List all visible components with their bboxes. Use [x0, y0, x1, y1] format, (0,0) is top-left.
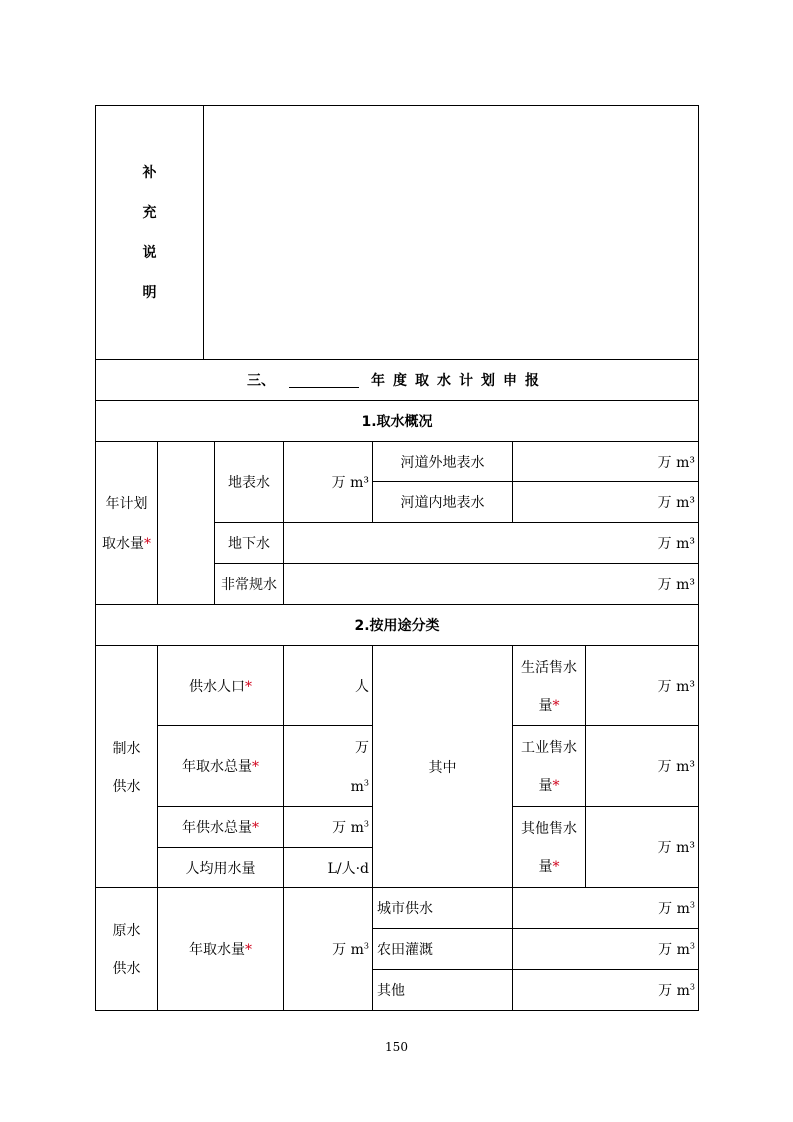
raw-annual-intake-field[interactable]: 万 $m^3$	[283, 887, 373, 1011]
application-form-table	[96, 106, 699, 1011]
industrial-sales-label: 工业售水 量*	[512, 725, 586, 807]
raw-annual-intake-label: 年取水量*	[157, 887, 284, 1011]
raw-other-label: 其他	[372, 969, 513, 1011]
water-supply-label-cell: 制水 供水	[95, 645, 158, 888]
section3-title: 年度取水计划申报	[371, 373, 547, 389]
annual-supply-total-field[interactable]: 万 $m^3$	[283, 806, 373, 848]
unconventional-water-field[interactable]: 万 m³	[283, 563, 699, 605]
surface-water-label: 地表水	[214, 441, 284, 523]
supplement-content-field[interactable]	[203, 105, 699, 360]
year-blank-field[interactable]	[289, 373, 359, 388]
page-number: 150	[385, 1040, 408, 1054]
subsection-usage-title: 2.按用途分类	[95, 604, 699, 646]
annual-intake-total-field[interactable]: 万 $m^3$	[283, 725, 373, 807]
inside-river-label: 河道内地表水	[372, 481, 513, 523]
other-sales-label: 其他售水 量*	[512, 806, 586, 888]
domestic-sales-label: 生活售水 量*	[512, 645, 586, 726]
farmland-irrigation-label: 农田灌溉	[372, 928, 513, 970]
domestic-sales-field[interactable]: 万 m³	[585, 645, 699, 726]
per-capita-usage-field[interactable]: L/人·d	[283, 847, 373, 888]
supplement-label: 补 充 说 明	[142, 164, 157, 301]
annual-intake-total-label: 年取水总量*	[157, 725, 284, 807]
raw-other-field[interactable]: 万 $m^3$	[512, 969, 699, 1011]
among-label: 其中	[372, 645, 513, 888]
annual-plan-label-cell: 年计划 取水量*	[95, 441, 158, 605]
section3-title-row	[95, 359, 699, 401]
outside-river-label: 河道外地表水	[372, 441, 513, 482]
supply-population-field[interactable]: 人	[283, 645, 373, 726]
unconventional-water-label: 非常规水	[214, 563, 284, 605]
farmland-irrigation-field[interactable]: 万 $m^3$	[512, 928, 699, 970]
annual-supply-total-label: 年供水总量*	[157, 806, 284, 848]
supplement-label-cell	[95, 105, 204, 360]
ground-water-field[interactable]: 万 m³	[283, 522, 699, 564]
supply-population-label: 供水人口*	[157, 645, 284, 726]
other-sales-field[interactable]: 万 m³	[585, 806, 699, 888]
industrial-sales-field[interactable]: 万 m³	[585, 725, 699, 807]
raw-water-supply-label-cell: 原水 供水	[95, 887, 158, 1011]
ground-water-label: 地下水	[214, 522, 284, 564]
subsection-overview-title: 1.取水概况	[95, 400, 699, 442]
annual-plan-total-field[interactable]	[157, 441, 215, 605]
outside-river-field[interactable]: 万 m³	[512, 441, 699, 482]
surface-water-total-field[interactable]: 万 m³	[283, 441, 373, 523]
city-supply-label: 城市供水	[372, 887, 513, 929]
section3-prefix: 三、	[247, 373, 275, 389]
inside-river-field[interactable]: 万 m³	[512, 481, 699, 523]
city-supply-field[interactable]: 万 $m^3$	[512, 887, 699, 929]
per-capita-usage-label: 人均用水量	[157, 847, 284, 888]
